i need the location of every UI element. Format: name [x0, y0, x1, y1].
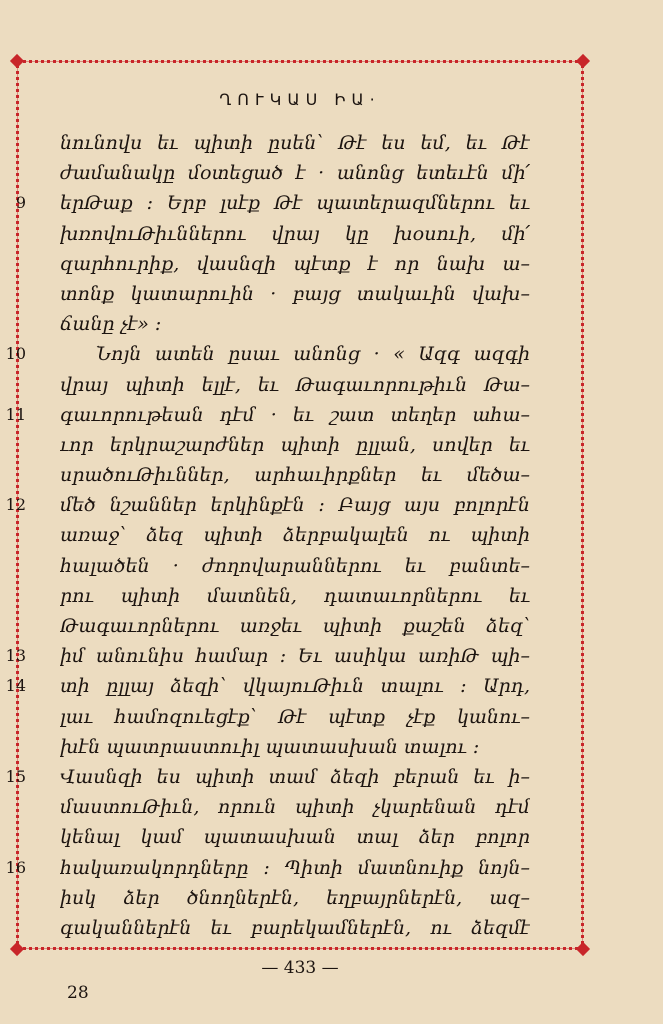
line-text: առաջ՝ ձեզ պիտի ձերբակալեն ու պիտի [60, 524, 530, 547]
text-line [60, 822, 530, 852]
text-line [60, 732, 530, 762]
line-text: րու պիտի մատնեն, դատաւորներու եւ [60, 584, 530, 607]
text-line [15, 188, 530, 218]
text-line [60, 611, 530, 641]
line-text: տի ըլլայ ձեզի՝ վկայուԹիւն տալու ։ Արդ, [60, 675, 530, 698]
running-head: ՂՈՒԿԱՍ ԻԱ· [219, 90, 381, 109]
line-text: տոնք կատարուին · բայց տակաւին վախ– [60, 282, 530, 305]
line-text: խռովուԹիւններու վրայ կը խօսուի, մի՛ [60, 222, 530, 245]
text-line [60, 279, 530, 309]
text-line [60, 913, 530, 943]
text-line [60, 551, 530, 581]
verse-number: 9 [15, 193, 26, 213]
text-line [5, 490, 530, 520]
corner-ornament [10, 54, 24, 68]
line-text: խէն պատրաստուիլ պատասխան տալու ։ [60, 735, 480, 758]
line-text: մաստուԹիւն, որուն պիտի չկարենան դէմ [60, 796, 530, 819]
text-line [5, 762, 530, 792]
text-line [60, 883, 530, 913]
line-text: սրածուԹիւններ, արհաւիրքներ եւ մեծա– [60, 464, 530, 487]
text-line [5, 671, 530, 701]
verse-number: 10 [5, 344, 26, 364]
line-text: լաւ համոզուեցէք՝ Թէ պէտք չէք կանու– [60, 705, 530, 728]
line-text: հալածեն · ժողովարաններու եւ բանտե– [60, 554, 530, 577]
line-text: ժամանակը մօտեցած է · անոնց ետեւէն մի՛ [60, 162, 530, 185]
line-text: նունովս եւ պիտի ըսեն՝ Թէ ես եմ, եւ Թէ [60, 132, 530, 154]
line-text: գաւորութեան դէմ · եւ շատ տեղեր ահա– [60, 403, 530, 426]
verse-number: 11 [5, 404, 26, 424]
line-text: Վասնզի ես պիտի տամ ձեզի բերան եւ ի– [60, 765, 530, 788]
text-line [60, 520, 530, 550]
line-text: Թագաւորներու առջեւ պիտի քաշեն ձեզ՝ [60, 615, 530, 637]
line-text: մեծ նշաններ երկինքէն ։ Բայց այս բոլորէն [60, 494, 530, 517]
text-line [5, 853, 530, 883]
text-line [5, 400, 530, 430]
line-text: վրայ պիտի ելլէ, եւ Թագաւորութիւն Թա– [60, 373, 530, 396]
text-line [5, 641, 530, 671]
page-number: — 433 — [261, 958, 339, 978]
line-text: ճանը չէ» ։ [60, 313, 162, 336]
line-text: իմ անունիս համար ։ Եւ ասիկա առիԹ պի– [60, 645, 530, 668]
line-text: գականներէն եւ բարեկամներէն, ու ձեզմէ [60, 916, 530, 939]
text-line [60, 792, 530, 822]
verse-number: 15 [5, 766, 26, 786]
line-text: հակառակորդները ։ Պիտի մատնուիք նոյն– [60, 856, 530, 879]
folio-number: 28 [67, 983, 89, 1003]
line-text: Նոյն ատեն ըսաւ անոնց · « Ազգ ազգի [96, 343, 530, 366]
body-text [5, 128, 530, 943]
text-line [60, 430, 530, 460]
text-line [60, 370, 530, 400]
corner-ornament [10, 942, 24, 956]
line-text: զարհուրիք, վասնզի պէտք է որ նախ ա– [60, 252, 530, 275]
line-text: իսկ ձեր ծնողներէն, եղբայրներէն, ազ– [60, 886, 530, 909]
verse-number: 13 [5, 646, 26, 666]
text-line [60, 249, 530, 279]
text-line [60, 460, 530, 490]
verse-number: 14 [5, 676, 26, 696]
verse-number: 16 [5, 857, 26, 877]
corner-ornament [576, 942, 590, 956]
line-text: ւոր երկրաշարժներ պիտի ըլլան, սովեր եւ [60, 433, 530, 456]
line-text: երԹաք ։ Երբ լսէք Թէ պատերազմներու եւ [60, 192, 530, 215]
text-line [60, 309, 530, 339]
text-line [60, 128, 530, 158]
text-line [60, 158, 530, 188]
line-text: կենալ կամ պատասխան տալ ձեր բոլոր [60, 826, 530, 849]
verse-number: 12 [5, 495, 26, 515]
text-line [60, 702, 530, 732]
text-line [5, 339, 530, 369]
text-line [60, 219, 530, 249]
text-line [60, 581, 530, 611]
corner-ornament [576, 54, 590, 68]
